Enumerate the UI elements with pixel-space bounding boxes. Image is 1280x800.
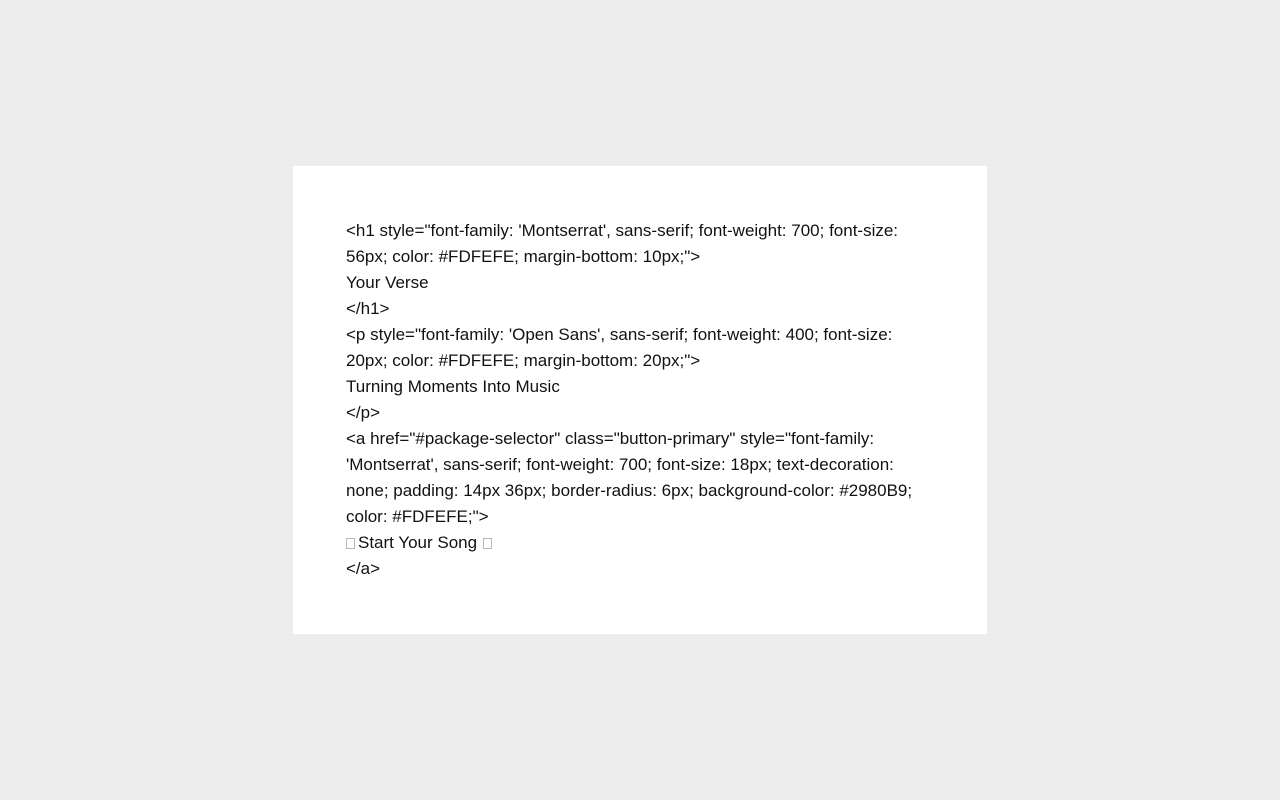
a-content-line (346, 530, 935, 556)
p-content-text: Turning Moments Into Music (346, 377, 560, 396)
raw-html-text (346, 218, 935, 582)
h1-content-text: Your Verse (346, 273, 429, 292)
content-card (293, 166, 987, 634)
a-open-tag-text: <a href="#package-selector" class="button-primary" style="font-family: 'Montserrat', sans-serif; font-weight: 700; font-size: 18px; text-decoration: none; padding: 14px 36px; border-radius: 6px; background-color: #2980B9; color: #FDFEFE;"> (346, 429, 913, 526)
a-close-tag-text: </a> (346, 559, 381, 578)
p-close-tag-text: </p> (346, 403, 381, 422)
missing-glyph-icon (483, 538, 492, 549)
missing-glyph-icon (346, 538, 355, 549)
a-content-text: Start Your Song (358, 533, 478, 552)
p-open-tag-text: <p style="font-family: 'Open Sans', sans-serif; font-weight: 400; font-size: 20px; color: #FDFEFE; margin-bottom: 20px;"> (346, 325, 893, 370)
h1-close-tag-text: </h1> (346, 299, 390, 318)
h1-open-tag-text: <h1 style="font-family: 'Montserrat', sans-serif; font-weight: 700; font-size: 56px; color: #FDFEFE; margin-bottom: 10px;"> (346, 221, 899, 266)
